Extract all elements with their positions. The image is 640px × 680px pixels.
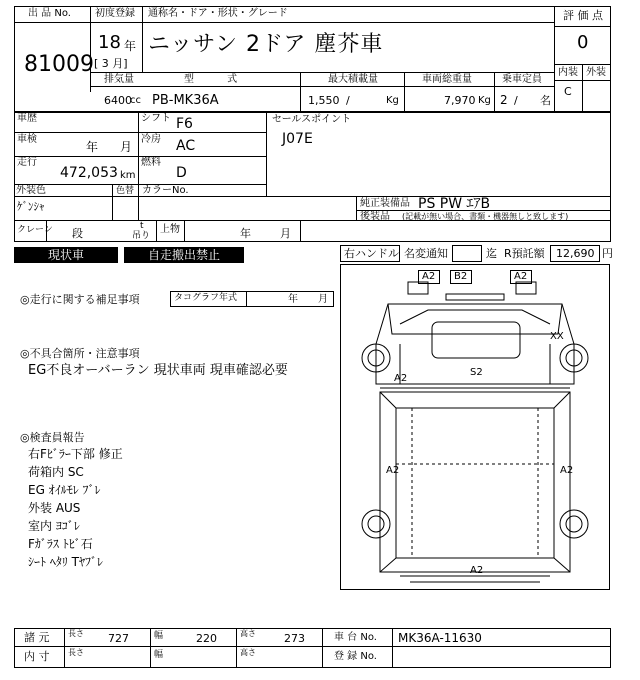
notice-date-box	[452, 245, 482, 262]
upper-year-unit: 年	[240, 227, 251, 240]
divider	[554, 80, 611, 81]
exterior-label: 外装	[586, 67, 606, 78]
mark-front-left: A2	[422, 271, 436, 282]
divider	[90, 72, 554, 73]
inspector-line-6: Fｶﾞﾗｽ ﾄﾋﾞ石	[28, 537, 93, 551]
width-value: 220	[196, 632, 217, 645]
max-load-unit: Kg	[386, 95, 399, 106]
length-value: 727	[108, 632, 129, 645]
lot-no-label: 出 品 No.	[28, 8, 71, 19]
inner-dims-label: 内 寸	[24, 650, 50, 663]
inspector-line-7: ｼｰﾄ ﾍﾀﾘ Tﾔﾌﾞﾚ	[28, 555, 103, 569]
displacement-unit: cc	[130, 95, 141, 106]
divider	[582, 64, 583, 112]
current-car-badge: 現状車	[14, 247, 118, 263]
defects-title: ◎不具合箇所・注意事項	[20, 347, 140, 360]
aftermarket-note: (記載が無い場合、書類・機器無しと致します)	[402, 212, 569, 221]
divider	[142, 6, 143, 72]
divider	[392, 628, 393, 668]
ac-value: AC	[176, 138, 196, 154]
height-value: 273	[284, 632, 305, 645]
interior-label: 内装	[558, 67, 578, 78]
inspector-line-1: 右Fﾋﾞﾗｰ下部 修正	[28, 447, 123, 461]
capacity-label: 乗車定員	[502, 74, 542, 85]
mileage-unit: km	[120, 170, 136, 181]
crane-stage-unit: 段	[72, 227, 83, 240]
height-label: 高さ	[240, 629, 256, 638]
divider	[90, 86, 554, 87]
ext-color-value: ｹﾞﾝｼｬ	[17, 200, 45, 213]
model-code: PB-MK36A	[152, 93, 219, 108]
reg-year-unit: 年	[124, 39, 137, 53]
divider	[404, 72, 405, 112]
inspector-line-3: EG ｵｲﾙﾓﾚ ﾌﾞﾚ	[28, 483, 101, 497]
defects-text: EG不良オーバーラン 現状車両 現車確認必要	[28, 363, 288, 378]
fuel-label: 燃料	[141, 157, 161, 168]
divider	[322, 628, 323, 668]
inner-width-label: 幅	[154, 650, 164, 660]
mark-left-body: A2	[386, 465, 400, 476]
divider	[14, 156, 266, 157]
ac-label: 冷房	[141, 134, 161, 145]
notice-sep: 迄	[486, 247, 497, 260]
mark-xx: XX	[550, 331, 564, 342]
tacho-year-unit: 年	[288, 294, 298, 305]
gross-weight: 7,970	[444, 94, 476, 107]
mark-front-right: A2	[514, 271, 528, 282]
displacement: 6400	[104, 94, 132, 107]
divider	[356, 196, 357, 220]
no-self-drive-badge: 自走搬出禁止	[124, 247, 244, 263]
chassis-label: 車 台 No.	[334, 632, 377, 643]
reg-year: 18	[98, 32, 121, 53]
divider	[236, 628, 237, 668]
inspection-month-unit: 月	[120, 140, 133, 154]
divider	[14, 196, 611, 197]
mark-right-body: A2	[560, 465, 574, 476]
divider	[300, 72, 301, 112]
divider	[14, 184, 266, 185]
r-mileage-value: 12,690	[556, 247, 595, 260]
crane-label: クレーン	[17, 225, 53, 235]
tachograph-label: タコグラフ年式	[174, 293, 238, 303]
divider	[14, 646, 611, 647]
inspector-line-2: 荷箱内 SC	[28, 465, 84, 479]
color-no-label: カラーNo.	[142, 185, 189, 196]
divider	[554, 6, 555, 112]
divider	[300, 220, 301, 242]
inspector-line-4: 外装 AUS	[28, 501, 81, 515]
first-reg-label: 初度登録	[95, 8, 135, 19]
tacho-month-unit: 月	[318, 294, 328, 305]
inspector-line-5: 室内 ﾖｺﾞﾚ	[28, 519, 80, 533]
max-load-label: 最大積載量	[328, 74, 378, 85]
length-label: 長さ	[68, 629, 84, 638]
divider	[90, 6, 91, 92]
truck-diagram	[340, 264, 610, 590]
capacity-sep: /	[514, 94, 518, 107]
history-label: 車歴	[17, 113, 37, 124]
divider	[90, 22, 554, 23]
divider	[554, 26, 611, 27]
footer-frame	[14, 628, 611, 668]
crane-lift-label: 吊り	[132, 231, 151, 241]
type-label: 型 式	[184, 74, 238, 85]
car-name: ニッサン 2ドア 塵芥車	[148, 32, 384, 57]
divider	[14, 22, 90, 23]
divider	[494, 72, 495, 112]
width-label: 幅	[154, 631, 164, 641]
shift-label: シフト	[141, 113, 171, 124]
model-name-label: 通称名・ドア・形状・グレード	[148, 8, 288, 19]
upper-month-unit: 月	[280, 227, 291, 240]
fuel-value: D	[176, 165, 187, 181]
divider	[46, 220, 47, 242]
shift-value: F6	[176, 116, 193, 132]
aftermarket-label: 後装品	[360, 211, 390, 222]
divider	[112, 184, 113, 220]
equipment-items: PS PW ｴｱB	[418, 196, 491, 212]
max-load: 1,550	[308, 94, 340, 107]
divider	[266, 112, 267, 196]
sales-point-text: J07E	[282, 131, 313, 147]
right-handle: 右ハンドル	[344, 247, 399, 260]
max-load-sep: /	[346, 94, 350, 107]
divider	[64, 628, 65, 668]
inspection-label: 車検	[17, 134, 37, 145]
inspection-year-unit: 年	[86, 140, 99, 154]
gross-weight-label: 車両総重量	[422, 74, 472, 85]
reg-month: [ 3 月]	[94, 57, 128, 70]
divider	[156, 220, 157, 242]
capacity-unit: 名	[540, 94, 551, 107]
mileage-value: 472,053	[60, 165, 118, 181]
displacement-label: 排気量	[104, 74, 134, 85]
gross-weight-unit: Kg	[478, 95, 491, 106]
crane-ton-unit: t	[140, 221, 144, 231]
dims-label: 諸 元	[24, 631, 50, 644]
equipment-label: 純正装備品	[360, 198, 410, 209]
reg-no-label: 登 録 No.	[334, 651, 377, 662]
supplement-title: ◎走行に関する補足事項	[20, 293, 140, 306]
inner-length-label: 長さ	[68, 648, 84, 657]
sales-point-label: セールスポイント	[272, 114, 352, 125]
divider	[138, 112, 139, 220]
lot-no: 81009	[24, 52, 94, 77]
name-change-notice: 名変通知	[404, 247, 448, 260]
r-mileage-label: R預託額	[504, 247, 545, 260]
upper-label: 上物	[160, 224, 180, 235]
inner-height-label: 高さ	[240, 648, 256, 657]
color-change-label: 色替	[116, 186, 135, 196]
capacity: 2	[500, 93, 508, 107]
score-label: 評 価 点	[563, 9, 603, 22]
interior-grade: C	[564, 85, 572, 98]
divider	[150, 628, 151, 668]
chassis-no: MK36A-11630	[398, 631, 482, 645]
mark-left-cab: A2	[394, 373, 408, 384]
mark-rear: A2	[470, 565, 484, 576]
mileage-label: 走行	[17, 157, 37, 168]
score-value: 0	[577, 32, 589, 53]
r-mileage-unit: 円	[602, 247, 613, 260]
inspector-title: ◎検査員報告	[20, 431, 85, 444]
ext-color-label: 外装色	[16, 185, 46, 196]
divider	[14, 132, 266, 133]
divider	[246, 291, 247, 307]
mark-s2: S2	[470, 367, 483, 378]
divider	[184, 220, 185, 242]
mark-front-center: B2	[454, 271, 468, 282]
